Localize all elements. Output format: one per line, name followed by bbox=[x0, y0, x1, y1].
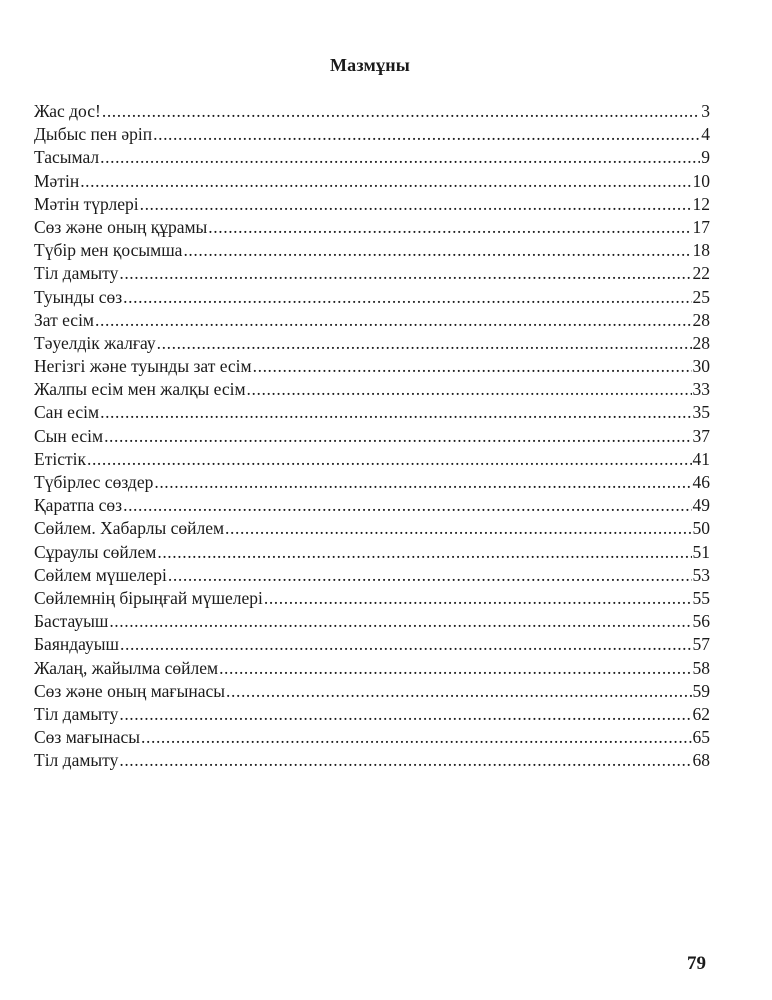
toc-entry-page: 65 bbox=[692, 727, 710, 748]
toc-entry bbox=[34, 703, 710, 726]
toc-entry-page: 17 bbox=[692, 216, 710, 237]
toc-entry bbox=[34, 633, 710, 656]
toc-leader-dots bbox=[80, 170, 691, 193]
toc-leader-dots bbox=[120, 633, 692, 656]
toc-entry bbox=[34, 517, 710, 540]
toc-entry-page: 33 bbox=[692, 379, 710, 400]
toc-leader-dots bbox=[100, 146, 700, 169]
toc-entry-page: 10 bbox=[692, 170, 710, 191]
toc-entry-page: 41 bbox=[692, 448, 710, 469]
toc-entry bbox=[34, 100, 710, 123]
toc-leader-dots bbox=[168, 564, 692, 587]
toc-entry-label: Түбірлес сөздер bbox=[34, 472, 154, 492]
toc-entry-label: Тіл дамыту bbox=[34, 750, 119, 771]
toc-leader-dots bbox=[226, 680, 691, 703]
toc-entry bbox=[34, 262, 710, 285]
toc-entry bbox=[34, 355, 710, 378]
toc-entry-page: 18 bbox=[692, 240, 710, 261]
toc-entry-label: Сөз және оның құрамы bbox=[34, 216, 208, 237]
toc-entry-page: 62 bbox=[692, 703, 710, 724]
toc-leader-dots bbox=[157, 541, 691, 564]
toc-entry-label: Дыбыс пен әріп bbox=[34, 124, 153, 145]
toc-entry-page: 68 bbox=[692, 750, 710, 771]
toc-entry-page: 3 bbox=[701, 101, 710, 121]
toc-entry bbox=[34, 587, 710, 610]
toc-entry bbox=[34, 680, 710, 703]
toc-entry-label: Сұраулы сөйлем bbox=[34, 541, 157, 562]
toc-entry bbox=[34, 610, 710, 633]
toc-entry-page: 12 bbox=[692, 193, 710, 214]
toc-entry-label: Баяндауыш bbox=[34, 634, 119, 655]
toc-entry-page: 25 bbox=[692, 286, 710, 307]
toc-leader-dots bbox=[119, 749, 691, 772]
toc-entry-page: 50 bbox=[692, 518, 710, 539]
toc-entry bbox=[34, 425, 710, 448]
toc-leader-dots bbox=[157, 332, 692, 355]
toc-entry-page: 56 bbox=[692, 611, 710, 632]
toc-entry-page: 28 bbox=[692, 309, 710, 330]
toc-entry bbox=[34, 309, 710, 332]
toc-entry-label: Тіл дамыту bbox=[34, 703, 119, 724]
toc-entry-page: 46 bbox=[692, 472, 710, 492]
toc-entry-label: Сөз және оның мағынасы bbox=[34, 680, 226, 701]
toc-entry bbox=[34, 401, 710, 424]
toc-entry-label: Жалаң, жайылма сөйлем bbox=[34, 657, 219, 678]
toc-entry-page: 22 bbox=[692, 263, 710, 284]
toc-entry-page: 53 bbox=[692, 564, 710, 585]
toc-entry bbox=[34, 657, 710, 680]
toc-leader-dots bbox=[219, 657, 691, 680]
toc-entry-page: 59 bbox=[692, 680, 710, 701]
toc-entry-label: Сөйлемнің бірыңғай мүшелері bbox=[34, 587, 263, 608]
page-title: Мазмұны bbox=[329, 55, 411, 75]
toc-entry bbox=[34, 749, 710, 772]
toc-leader-dots bbox=[102, 100, 700, 123]
toc-entry bbox=[34, 541, 710, 564]
toc-entry-page: 30 bbox=[692, 356, 710, 377]
toc-leader-dots bbox=[109, 610, 691, 633]
toc-entry-label: Тасымал bbox=[34, 147, 100, 168]
toc-leader-dots bbox=[208, 216, 691, 239]
toc-entry bbox=[34, 726, 710, 749]
toc-leader-dots bbox=[119, 703, 691, 726]
toc-entry-label: Жалпы есім мен жалқы есім bbox=[34, 379, 246, 400]
toc-entry bbox=[34, 146, 710, 169]
toc-entry-label: Зат есім bbox=[34, 309, 95, 330]
toc-entry-label: Негізгі және туынды зат есім bbox=[34, 356, 252, 377]
toc-leader-dots bbox=[100, 401, 691, 424]
toc-entry-label: Сөйлем. Хабарлы сөйлем bbox=[34, 518, 225, 539]
toc-leader-dots bbox=[264, 587, 692, 610]
toc-entry-label: Түбір мен қосымша bbox=[34, 240, 183, 261]
toc-leader-dots bbox=[183, 239, 691, 262]
toc-entry-label: Сөйлем мүшелері bbox=[34, 564, 167, 585]
toc-entry-label: Туынды сөз bbox=[34, 286, 123, 307]
toc-entry bbox=[34, 123, 710, 146]
toc-leader-dots bbox=[123, 286, 691, 309]
toc-entry-page: 37 bbox=[692, 425, 710, 446]
toc-entry bbox=[34, 332, 710, 355]
toc-leader-dots bbox=[119, 262, 691, 285]
toc-entry-label: Сан есім bbox=[34, 402, 100, 423]
toc-entry-label: Сын есім bbox=[34, 425, 104, 446]
toc-entry-page: 49 bbox=[692, 495, 710, 516]
toc-leader-dots bbox=[140, 193, 692, 216]
toc-entry-label: Жас дос! bbox=[34, 101, 101, 121]
toc-entry bbox=[34, 286, 710, 309]
toc-entry bbox=[34, 448, 710, 471]
toc-entry bbox=[34, 216, 710, 239]
toc-entry-page: 9 bbox=[701, 147, 710, 168]
toc-leader-dots bbox=[253, 355, 692, 378]
toc-leader-dots bbox=[247, 378, 692, 401]
toc-entry-page: 4 bbox=[701, 124, 710, 145]
toc-entry-page: 57 bbox=[692, 634, 710, 655]
toc-entry-label: Мәтін bbox=[34, 170, 80, 191]
toc-leader-dots bbox=[225, 517, 691, 540]
toc-entry-page: 51 bbox=[692, 541, 710, 562]
table-of-contents bbox=[34, 100, 710, 772]
toc-entry-page: 35 bbox=[692, 402, 710, 423]
toc-entry bbox=[34, 170, 710, 193]
toc-entry-page: 28 bbox=[692, 332, 710, 353]
toc-leader-dots bbox=[87, 448, 692, 471]
toc-entry bbox=[34, 193, 710, 216]
toc-leader-dots bbox=[95, 309, 691, 332]
toc-entry-label: Бастауыш bbox=[34, 611, 109, 632]
page-number: 79 bbox=[687, 953, 706, 974]
toc-entry-label: Сөз мағынасы bbox=[34, 727, 141, 748]
toc-leader-dots bbox=[141, 726, 691, 749]
toc-leader-dots bbox=[123, 494, 691, 517]
toc-entry-page: 55 bbox=[692, 587, 710, 608]
toc-entry-label: Тәуелдік жалғау bbox=[34, 332, 156, 353]
toc-leader-dots bbox=[153, 123, 700, 146]
toc-entry-label: Мәтін түрлері bbox=[34, 193, 139, 214]
toc-entry-label: Тіл дамыту bbox=[34, 263, 119, 284]
toc-entry bbox=[34, 471, 710, 494]
toc-entry-label: Қаратпа сөз bbox=[34, 495, 123, 516]
toc-entry bbox=[34, 378, 710, 401]
toc-entry-page: 58 bbox=[692, 657, 710, 678]
toc-entry-label: Етістік bbox=[34, 448, 86, 469]
toc-entry bbox=[34, 494, 710, 517]
toc-leader-dots bbox=[154, 471, 691, 494]
toc-leader-dots bbox=[104, 425, 691, 448]
toc-entry bbox=[34, 564, 710, 587]
toc-entry bbox=[34, 239, 710, 262]
